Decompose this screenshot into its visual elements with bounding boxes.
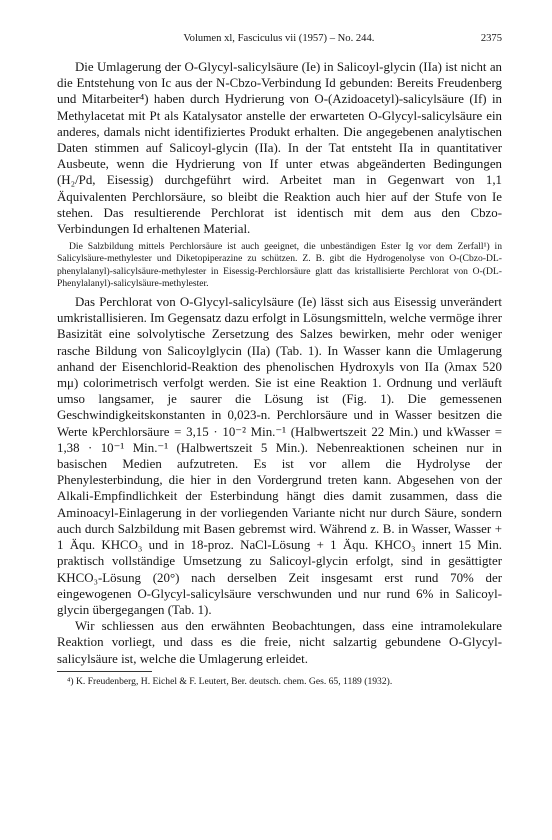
paragraph-kinetics: Das Perchlorat von O-Glycyl-salicylsäure (Ie) lässt sich aus Eisessig unverändert umkristallisieren. Im Gegensatz dazu erfolgt in Lösungsmitteln, welche vermöge ihrer Basizität eine solvolytische Zersetzung des Salzes bewirken, mehr oder weniger rasche Bildung von Salicoylglycin (IIa) (Tab. 1). In Wasser kann die Umlagerung anhand der Eisenchlorid-Reaktion des phenolischen Hydroxyls von IIa (λmax 520 mμ) colorimetrisch verfolgt werden. Sie ist eine Reaktion 1. Ordnung und verläuft umso langsamer, je saurer die Lösung ist (Fig. 1). Die gemessenen Geschwindigkeitskonstanten in 0,023-n. Perchlorsäure und in Wasser besitzen die Werte kPerchlorsäure = 3,15 · 10⁻² Min.⁻¹ (Halbwertszeit 22 Min.) und kWasser = 1,38 · 10⁻¹ Min.⁻¹ (Halbwertszeit 5 Min.). Nebenreaktionen scheinen nur in basischen Medien aufzutreten. Es ist vor allem die Hydrolyse der Phenylesterbindung, die hier in den Vordergrund treten kann. Abgesehen von der Alkali-Empfindlichkeit der Esterbindung hängt dies damit zusammen, dass die Aminoacyl-Einlagerung in der vorliegenden Variante nicht nur durch Säure, sondern auch durch Salzbildung mit Basen gebremst wird. Während z. B. in Wasser, Wasser + 1 Äqu. KHCO₃ und in 18-proz. NaCl-Lösung + 1 Äqu. KHCO₃ innert 15 Min. praktisch vollständige Umsetzung zu Salicoyl-glycin erfolgt, sind in gesättigter KHCO₃-Lösung (20°) nach derselben Zeit insgesamt erst rund 70% der eingewogenen O-Glycyl-salicylsäure verschwunden und nur rund 6% in Salicoyl-glycin übergegangen (Tab. 1). — [57, 295, 502, 617]
journal-volume-heading: Volumen xl, Fasciculus vii (1957) – No. 244. — [183, 33, 375, 44]
footnote-reference: ⁴) K. Freudenberg, H. Eichel & F. Leutert, Ber. deutsch. chem. Ges. 65, 1189 (1932). — [67, 675, 393, 687]
paragraph-perchlorate-note: Die Salzbildung mittels Perchlorsäure ist auch geeignet, die unbeständigen Ester Ig vor dem Zerfall¹) in Salicylsäure-methylester und Diketopiperazine zu schützen. Z. B. gibt die Hydrogenolyse von O-(Cbzo-DL-phenylalanyl)-salicylsäure-methylester in Eisessig-Perchlorsäure glatt das kristallisierte Perchlorat von O-(DL-Phenylalanyl)-salicylsäure-methylester. — [57, 241, 502, 289]
paragraph-rearrangement: Die Umlagerung der O-Glycyl-salicylsäure (Ie) in Salicoyl-glycin (IIa) ist nicht an die Entstehung von Ic aus der N-Cbzo-Verbindung Id gebunden: Bereits Freudenberg und Mitarbeiter⁴) haben durch Hydrierung von O-(Azidoacetyl)-salicylsäure (If) in Methylacetat mit Pt als Katalysator anstelle der erwarteten O-Glycyl-salicylsäure ein anderes, damals nicht identifiziertes Produkt erhalten. Die angegebenen analytischen Daten stimmen auf Salicoyl-glycin (IIa). In der Tat entsteht IIa in quantitativer Ausbeute, wenn die Hydrierung von If unter etwas abgeänderten Bedingungen (H₂/Pd, Eisessig) durchgeführt wird. Arbeitet man in Gegenwart von 1,1 Äquivalenten Perchlorsäure, so bleibt die Reaktion auch hier auf der Stufe von Ie stehen. Das resultierende Perchlorat ist identisch mit dem aus den Cbzo-Verbindungen Id erhaltenen Material. — [57, 60, 502, 237]
journal-page — [57, 33, 502, 688]
running-head — [57, 33, 502, 49]
footnote-divider — [57, 671, 152, 672]
paragraph-conclusion: Wir schliessen aus den erwähnten Beobachtungen, dass eine intramolekulare Reaktion vorliegt, und dass es die freie, nicht salzartig gebundene O-Glycyl-salicylsäure ist, welche die Umlagerung erleidet. — [57, 619, 502, 666]
page-number: 2375 — [480, 33, 502, 44]
